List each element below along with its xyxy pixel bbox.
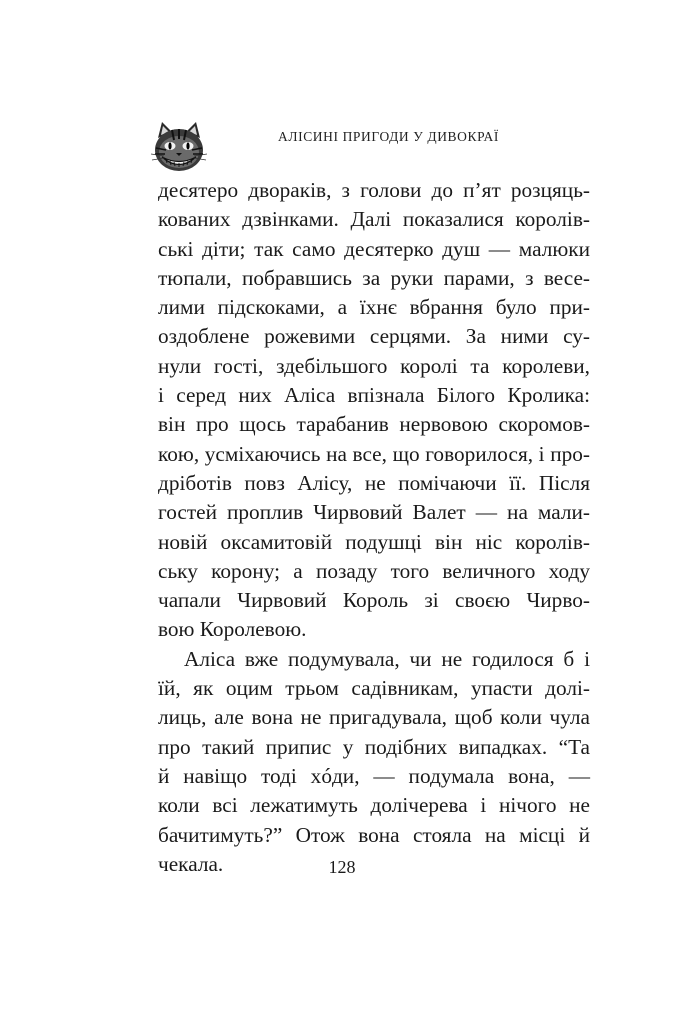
- text-line: чекала.: [158, 851, 224, 876]
- running-head: [150, 120, 550, 176]
- text-line: чапали Чирвовий Король зі своєю Чирво-: [158, 588, 590, 613]
- text-line: коли всі лежатимуть долічерева і нічого не: [158, 793, 590, 818]
- text-line: лиць, але вона не пригадувала, щоб коли чула: [158, 705, 590, 730]
- body-text: [158, 176, 590, 879]
- text-line: новій оксамитовій подушці він ніс королів-: [158, 529, 590, 554]
- text-line: Аліса вже подумувала, чи не годилося б і: [184, 646, 590, 671]
- cheshire-cat-icon: [150, 120, 208, 176]
- running-head-title: АЛІСИНІ ПРИГОДИ У ДИВОКРАЇ: [278, 129, 499, 144]
- text-line: вою Королевою.: [158, 617, 307, 642]
- text-line: й навіщо тоді хóди, — подумала вона, —: [158, 763, 590, 788]
- text-line: кованих дзвінками. Далі показалися королів-: [158, 207, 590, 232]
- text-line: оздоблене рожевими серцями. За ними су-: [158, 324, 590, 349]
- text-line: він про щось тарабанив нервовою скоромов-: [158, 412, 590, 437]
- page-number: 128: [328, 857, 356, 877]
- text-line: і серед них Аліса впізнала Білого Кролика:: [158, 383, 590, 408]
- text-line: ські діти; так само десятерко душ — малюки: [158, 236, 590, 261]
- text-line: лими підскоками, а їхнє вбрання було при-: [158, 295, 590, 320]
- text-line: десятеро дворакiв, з голови до п’ят розцяць-: [158, 178, 590, 202]
- text-line: ську корону; а позаду того величного ходу: [158, 558, 590, 583]
- text-line: їй, як оцим трьом садівникам, упасти долі-: [158, 676, 590, 701]
- text-line: гостей проплив Чирвовий Валет — на мали-: [158, 500, 590, 525]
- text-line: бачитимуть?” Отож вона стояла на місці й: [158, 822, 590, 847]
- text-line: тюпали, побравшись за руки парами, з весе-: [158, 265, 590, 290]
- text-line: про такий припис у подібних випадках. “Та: [158, 734, 590, 759]
- text-line: нули гості, здебільшого королі та королеви,: [158, 353, 590, 378]
- paragraph: [158, 176, 590, 645]
- text-line: дріботів повз Алісу, не помічаючи її. Після: [158, 470, 590, 495]
- paragraph: [158, 645, 590, 879]
- text-line: кою, усміхаючись на все, що говорилося, і про-: [158, 441, 590, 466]
